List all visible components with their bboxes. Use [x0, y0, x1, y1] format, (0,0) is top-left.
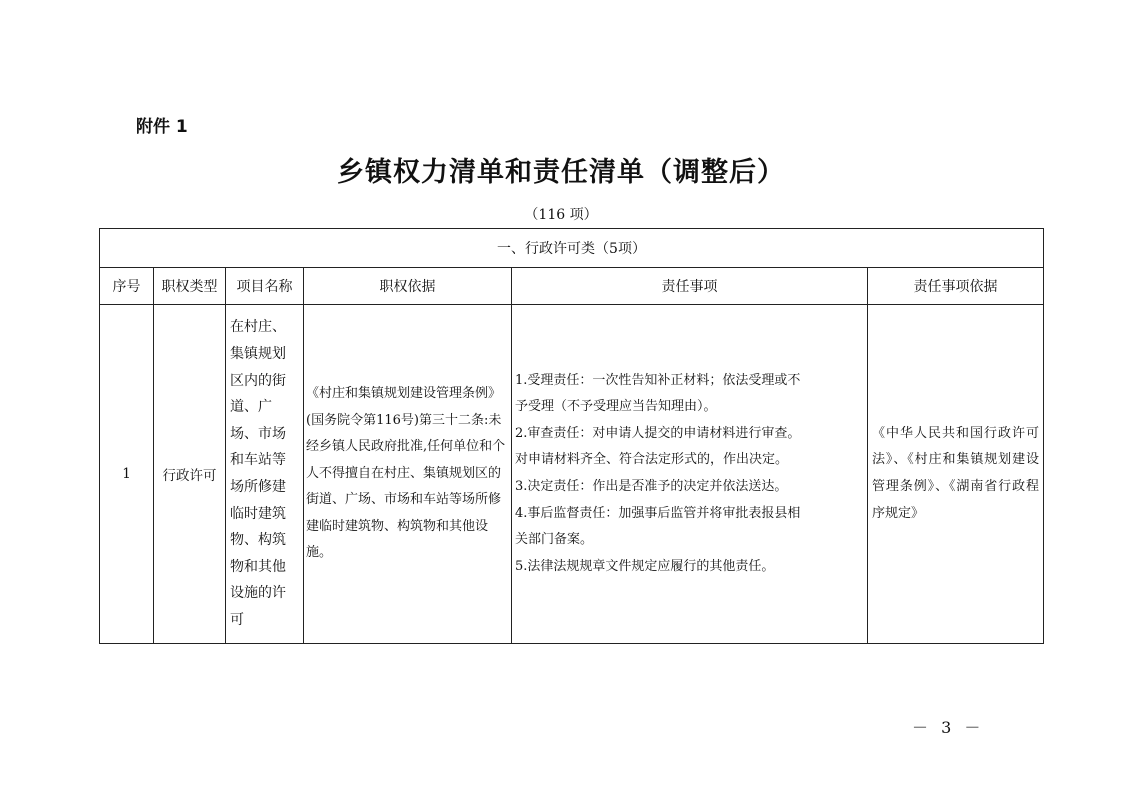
row-power-type: 行政许可: [154, 305, 226, 644]
table-header-row: [100, 268, 1044, 305]
row-index: 1: [100, 305, 154, 644]
item-count-note: （116 项）: [524, 207, 598, 223]
page-number: － 3 －: [912, 718, 985, 737]
duty-line: 关部门备案。: [515, 532, 594, 548]
duty-line: 5.法律法规规章文件规定应履行的其他责任。: [515, 558, 775, 574]
duty-line: 予受理（不予受理应当告知理由）。: [515, 399, 717, 415]
header-power-type: 职权类型: [154, 268, 226, 305]
duty-line: 对申请材料齐全、符合法定形式的，作出决定。: [515, 452, 789, 468]
header-duties: 责任事项: [512, 268, 868, 305]
table-row: [100, 305, 1044, 644]
header-duty-basis: 责任事项依据: [868, 268, 1044, 305]
power-responsibility-table: [99, 228, 1044, 644]
duty-line: 4.事后监督责任：加强事后监管并将审批表报县相: [515, 505, 801, 521]
duty-line: 2.审查责任：对申请人提交的申请材料进行审查。: [515, 425, 801, 441]
section-row: [100, 229, 1044, 268]
row-item-name: 在村庄、集镇规划区内的街道、广场、市场和车站等场所修建临时建筑物、构筑物和其他设施的许可: [226, 305, 304, 644]
header-index: 序号: [100, 268, 154, 305]
row-duty-basis: 《中华人民共和国行政许可法》、《村庄和集镇规划建设管理条例》、《湖南省行政程序规定》: [868, 305, 1044, 644]
attachment-label: 附件 1: [136, 117, 188, 137]
row-basis: 《村庄和集镇规划建设管理条例》(国务院令第116号)第三十二条:未经乡镇人民政府批准,任何单位和个人不得擅自在村庄、集镇规划区的街道、广场、市场和车站等场所修建临时建筑物、构筑物和其他设施。: [304, 305, 512, 644]
duty-line: 3.决定责任：作出是否准予的决定并依法送达。: [515, 479, 788, 494]
duty-line: 1.受理责任：一次性告知补正材料；依法受理或不: [515, 372, 801, 388]
row-duties: [512, 305, 868, 644]
header-basis: 职权依据: [304, 268, 512, 305]
section-title: 一、行政许可类（5项）: [100, 229, 1044, 268]
header-item-name: 项目名称: [226, 268, 304, 305]
document-title: 乡镇权力清单和责任清单（调整后）: [337, 157, 785, 188]
